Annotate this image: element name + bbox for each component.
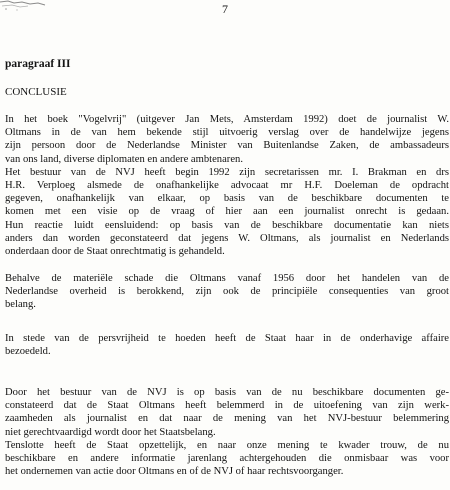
text-line: Tenslotte heeft de Staat opzettelijk, en naar onze mening te kwader trouw, de nu — [5, 439, 449, 451]
page-number: 7 — [222, 2, 228, 16]
text-line: belang. — [5, 299, 36, 311]
text-line: Behalve de materiële schade die Oltmans vanaf 1956 door het handelen van de — [5, 273, 449, 284]
text-line: Oltmans in de van hem bekende stijl uitvoerig verslag over de handelwijze jegens — [5, 127, 449, 139]
paragraph-4 — [5, 386, 449, 478]
text-line: het ondernemen van actie door Oltmans en of de NVJ of haar rechtsvoorganger. — [5, 466, 344, 478]
text-line: Het bestuur van de NVJ heeft begin 1992 zijn secretarissen mr. I. Brakman en drs — [5, 166, 449, 178]
text-line: beschikbare en andere informatie jarenlang achtergehouden die onmisbaar was voor — [5, 452, 449, 464]
text-line: anders dan worden geconstateerd dat jegens W. Oltmans, als journalist en Nederlands — [5, 232, 449, 244]
text-line: onderdaan door de Staat onrechtmatig is gehandeld. — [5, 245, 225, 257]
text-line: gegeven, onafhankelijk van elkaar, op basis van de beschikbare documenten te — [5, 193, 449, 205]
text-line: Door het bestuur van de NVJ is op basis van de nu beschikbare documenten ge- — [5, 387, 449, 398]
text-line: H.R. Verploeg alsmede de onafhankelijke advocaat mr H.F. Doeleman de opdracht — [5, 179, 449, 191]
paragraph-2 — [5, 272, 449, 312]
section-heading: paragraaf III — [5, 58, 71, 70]
paragraph-1 — [5, 113, 449, 258]
scan-artifact — [0, 0, 46, 14]
text-line: komen met een visie op de vraag of hier aan een journalist onrecht is gedaan. — [5, 206, 449, 218]
text-line: zijn persoon door de Nederlandse Minister van Buitenlandse Zaken, de ambassadeurs — [5, 140, 449, 152]
text-line: Nederlandse overheid is berokkend, zijn ook de principiële consequenties van groot — [5, 286, 449, 298]
text-line: zaamheden als journalist en dat naar de mening van het NVJ-bestuur belemmering — [5, 413, 449, 425]
text-line: niet gerechtvaardigd wordt door het Staatsbelang. — [5, 426, 216, 438]
text-line: In het boek "Vogelvrij" (uitgever Jan Mets, Amsterdam 1992) doet de journalist W. — [5, 114, 449, 125]
paragraph-3 — [5, 332, 449, 358]
text-line: constateerd dat de Staat Oltmans heeft belemmerd in de uitoefening van zijn werk- — [5, 400, 449, 412]
text-line: bezoedeld. — [5, 346, 51, 358]
text-line: van ons land, diverse diplomaten en andere ambtenaren. — [5, 153, 243, 165]
text-line: In stede van de persvrijheid te hoeden heeft de Staat haar in de onderhavige affaire — [5, 333, 449, 344]
section-subheading: CONCLUSIE — [5, 86, 67, 98]
text-line: Hun reactie luidt eensluidend: op basis van de beschikbare documentatie kan niets — [5, 219, 449, 231]
